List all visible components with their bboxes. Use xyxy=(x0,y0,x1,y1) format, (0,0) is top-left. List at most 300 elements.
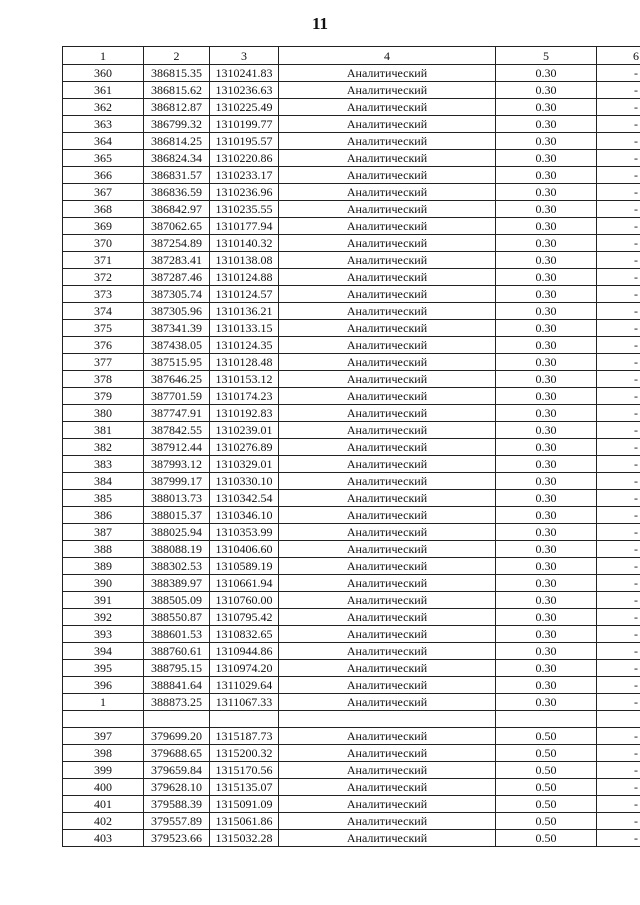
x-coordinate-cell: 387341.39 xyxy=(144,320,210,337)
accuracy-cell: 0.30 xyxy=(496,439,597,456)
y-coordinate-cell: 1315187.73 xyxy=(210,728,279,745)
table-row xyxy=(63,116,640,133)
column-header-3: 3 xyxy=(210,47,279,65)
table-row xyxy=(63,99,640,116)
note-cell: - xyxy=(597,626,640,643)
y-coordinate-cell: 1310346.10 xyxy=(210,507,279,524)
x-coordinate-cell: 388550.87 xyxy=(144,609,210,626)
y-coordinate-cell: 1310174.23 xyxy=(210,388,279,405)
note-cell: - xyxy=(597,422,640,439)
table-row xyxy=(63,473,640,490)
accuracy-cell: 0.30 xyxy=(496,473,597,490)
accuracy-cell: 0.30 xyxy=(496,626,597,643)
point-number-cell: 403 xyxy=(63,830,144,847)
point-number-cell: 386 xyxy=(63,507,144,524)
y-coordinate-cell: 1310124.35 xyxy=(210,337,279,354)
y-coordinate-cell: 1310406.60 xyxy=(210,541,279,558)
point-number-cell: 385 xyxy=(63,490,144,507)
point-number-cell: 364 xyxy=(63,133,144,150)
method-cell: Аналитический xyxy=(279,473,496,490)
table-row xyxy=(63,269,640,286)
table-row xyxy=(63,643,640,660)
accuracy-cell: 0.50 xyxy=(496,830,597,847)
table-row xyxy=(63,490,640,507)
x-coordinate-cell: 388025.94 xyxy=(144,524,210,541)
column-header-2: 2 xyxy=(144,47,210,65)
x-coordinate-cell: 387701.59 xyxy=(144,388,210,405)
point-number-cell: 362 xyxy=(63,99,144,116)
x-coordinate-cell: 386831.57 xyxy=(144,167,210,184)
accuracy-cell: 0.30 xyxy=(496,116,597,133)
table-row xyxy=(63,694,640,711)
y-coordinate-cell: 1310832.65 xyxy=(210,626,279,643)
note-cell: - xyxy=(597,99,640,116)
note-cell: - xyxy=(597,541,640,558)
table-row xyxy=(63,133,640,150)
note-cell: - xyxy=(597,116,640,133)
note-cell: - xyxy=(597,796,640,813)
point-number-cell: 396 xyxy=(63,677,144,694)
method-cell: Аналитический xyxy=(279,541,496,558)
x-coordinate-cell: 388302.53 xyxy=(144,558,210,575)
accuracy-cell: 0.30 xyxy=(496,337,597,354)
point-number-cell: 361 xyxy=(63,82,144,99)
y-coordinate-cell xyxy=(210,711,279,728)
y-coordinate-cell: 1310220.86 xyxy=(210,150,279,167)
method-cell: Аналитический xyxy=(279,507,496,524)
x-coordinate-cell: 388389.97 xyxy=(144,575,210,592)
accuracy-cell: 0.30 xyxy=(496,558,597,575)
point-number-cell: 390 xyxy=(63,575,144,592)
note-cell: - xyxy=(597,575,640,592)
x-coordinate-cell: 387062.65 xyxy=(144,218,210,235)
y-coordinate-cell: 1310136.21 xyxy=(210,303,279,320)
y-coordinate-cell: 1310233.17 xyxy=(210,167,279,184)
x-coordinate-cell: 388505.09 xyxy=(144,592,210,609)
y-coordinate-cell: 1310192.83 xyxy=(210,405,279,422)
accuracy-cell xyxy=(496,711,597,728)
table-row xyxy=(63,354,640,371)
point-number-cell: 398 xyxy=(63,745,144,762)
x-coordinate-cell: 379628.10 xyxy=(144,779,210,796)
y-coordinate-cell: 1310330.10 xyxy=(210,473,279,490)
table-row xyxy=(63,660,640,677)
y-coordinate-cell: 1310329.01 xyxy=(210,456,279,473)
accuracy-cell: 0.50 xyxy=(496,728,597,745)
table-row xyxy=(63,405,640,422)
table-row xyxy=(63,235,640,252)
point-number-cell: 374 xyxy=(63,303,144,320)
accuracy-cell: 0.30 xyxy=(496,388,597,405)
accuracy-cell: 0.50 xyxy=(496,796,597,813)
note-cell xyxy=(597,711,640,728)
accuracy-cell: 0.50 xyxy=(496,745,597,762)
x-coordinate-cell: 386812.87 xyxy=(144,99,210,116)
point-number-cell: 376 xyxy=(63,337,144,354)
note-cell: - xyxy=(597,320,640,337)
table-row xyxy=(63,575,640,592)
x-coordinate-cell: 386836.59 xyxy=(144,184,210,201)
accuracy-cell: 0.30 xyxy=(496,218,597,235)
accuracy-cell: 0.30 xyxy=(496,184,597,201)
accuracy-cell: 0.30 xyxy=(496,99,597,116)
method-cell: Аналитический xyxy=(279,830,496,847)
method-cell: Аналитический xyxy=(279,796,496,813)
note-cell: - xyxy=(597,558,640,575)
method-cell: Аналитический xyxy=(279,762,496,779)
table-row xyxy=(63,65,640,82)
column-header-1: 1 xyxy=(63,47,144,65)
y-coordinate-cell: 1310239.01 xyxy=(210,422,279,439)
point-number-cell: 380 xyxy=(63,405,144,422)
table-row xyxy=(63,779,640,796)
note-cell: - xyxy=(597,745,640,762)
table-row xyxy=(63,677,640,694)
table-row xyxy=(63,320,640,337)
method-cell: Аналитический xyxy=(279,626,496,643)
method-cell: Аналитический xyxy=(279,201,496,218)
table-row xyxy=(63,524,640,541)
point-number-cell: 401 xyxy=(63,796,144,813)
method-cell: Аналитический xyxy=(279,694,496,711)
point-number-cell: 384 xyxy=(63,473,144,490)
accuracy-cell: 0.30 xyxy=(496,575,597,592)
x-coordinate-cell: 387305.74 xyxy=(144,286,210,303)
y-coordinate-cell: 1310177.94 xyxy=(210,218,279,235)
accuracy-cell: 0.30 xyxy=(496,82,597,99)
y-coordinate-cell: 1310153.12 xyxy=(210,371,279,388)
note-cell: - xyxy=(597,303,640,320)
y-coordinate-cell: 1310944.86 xyxy=(210,643,279,660)
x-coordinate-cell: 387842.55 xyxy=(144,422,210,439)
column-header-4: 4 xyxy=(279,47,496,65)
x-coordinate-cell: 386815.35 xyxy=(144,65,210,82)
note-cell: - xyxy=(597,592,640,609)
method-cell: Аналитический xyxy=(279,354,496,371)
y-coordinate-cell: 1310241.83 xyxy=(210,65,279,82)
x-coordinate-cell: 387305.96 xyxy=(144,303,210,320)
accuracy-cell: 0.30 xyxy=(496,269,597,286)
point-number-cell: 368 xyxy=(63,201,144,218)
x-coordinate-cell: 386799.32 xyxy=(144,116,210,133)
point-number-cell: 388 xyxy=(63,541,144,558)
accuracy-cell: 0.30 xyxy=(496,286,597,303)
note-cell: - xyxy=(597,490,640,507)
accuracy-cell: 0.30 xyxy=(496,592,597,609)
note-cell: - xyxy=(597,252,640,269)
note-cell: - xyxy=(597,354,640,371)
method-cell xyxy=(279,711,496,728)
accuracy-cell: 0.30 xyxy=(496,167,597,184)
x-coordinate-cell: 387999.17 xyxy=(144,473,210,490)
note-cell: - xyxy=(597,643,640,660)
accuracy-cell: 0.30 xyxy=(496,235,597,252)
table-row xyxy=(63,439,640,456)
point-number-cell: 371 xyxy=(63,252,144,269)
point-number-cell: 392 xyxy=(63,609,144,626)
point-number-cell: 379 xyxy=(63,388,144,405)
note-cell: - xyxy=(597,286,640,303)
point-number-cell: 383 xyxy=(63,456,144,473)
method-cell: Аналитический xyxy=(279,82,496,99)
note-cell: - xyxy=(597,677,640,694)
table-row xyxy=(63,711,640,728)
point-number-cell: 394 xyxy=(63,643,144,660)
y-coordinate-cell: 1310760.00 xyxy=(210,592,279,609)
point-number-cell: 393 xyxy=(63,626,144,643)
note-cell: - xyxy=(597,660,640,677)
y-coordinate-cell: 1310133.15 xyxy=(210,320,279,337)
table-row xyxy=(63,82,640,99)
accuracy-cell: 0.30 xyxy=(496,405,597,422)
note-cell: - xyxy=(597,473,640,490)
y-coordinate-cell: 1310236.96 xyxy=(210,184,279,201)
x-coordinate-cell: 388873.25 xyxy=(144,694,210,711)
y-coordinate-cell: 1311067.33 xyxy=(210,694,279,711)
method-cell: Аналитический xyxy=(279,456,496,473)
x-coordinate-cell: 388088.19 xyxy=(144,541,210,558)
x-coordinate-cell: 379523.66 xyxy=(144,830,210,847)
accuracy-cell: 0.30 xyxy=(496,201,597,218)
y-coordinate-cell: 1310353.99 xyxy=(210,524,279,541)
note-cell: - xyxy=(597,133,640,150)
method-cell: Аналитический xyxy=(279,592,496,609)
y-coordinate-cell: 1310124.88 xyxy=(210,269,279,286)
x-coordinate-cell: 387283.41 xyxy=(144,252,210,269)
accuracy-cell: 0.30 xyxy=(496,541,597,558)
x-coordinate-cell: 386814.25 xyxy=(144,133,210,150)
method-cell: Аналитический xyxy=(279,490,496,507)
x-coordinate-cell: 387287.46 xyxy=(144,269,210,286)
table-row xyxy=(63,371,640,388)
table-row xyxy=(63,813,640,830)
x-coordinate-cell: 379557.89 xyxy=(144,813,210,830)
note-cell: - xyxy=(597,337,640,354)
method-cell: Аналитический xyxy=(279,99,496,116)
accuracy-cell: 0.50 xyxy=(496,762,597,779)
note-cell: - xyxy=(597,371,640,388)
note-cell: - xyxy=(597,184,640,201)
method-cell: Аналитический xyxy=(279,371,496,388)
accuracy-cell: 0.30 xyxy=(496,65,597,82)
x-coordinate-cell: 388013.73 xyxy=(144,490,210,507)
method-cell: Аналитический xyxy=(279,252,496,269)
y-coordinate-cell: 1315061.86 xyxy=(210,813,279,830)
method-cell: Аналитический xyxy=(279,235,496,252)
accuracy-cell: 0.30 xyxy=(496,371,597,388)
note-cell: - xyxy=(597,694,640,711)
y-coordinate-cell: 1311029.64 xyxy=(210,677,279,694)
point-number-cell: 400 xyxy=(63,779,144,796)
method-cell: Аналитический xyxy=(279,405,496,422)
point-number-cell: 402 xyxy=(63,813,144,830)
method-cell: Аналитический xyxy=(279,558,496,575)
note-cell: - xyxy=(597,762,640,779)
accuracy-cell: 0.30 xyxy=(496,507,597,524)
method-cell: Аналитический xyxy=(279,728,496,745)
y-coordinate-cell: 1310795.42 xyxy=(210,609,279,626)
point-number-cell: 382 xyxy=(63,439,144,456)
note-cell: - xyxy=(597,456,640,473)
point-number-cell: 367 xyxy=(63,184,144,201)
x-coordinate-cell: 379688.65 xyxy=(144,745,210,762)
note-cell: - xyxy=(597,507,640,524)
point-number-cell: 373 xyxy=(63,286,144,303)
method-cell: Аналитический xyxy=(279,184,496,201)
table-row xyxy=(63,167,640,184)
method-cell: Аналитический xyxy=(279,303,496,320)
method-cell: Аналитический xyxy=(279,337,496,354)
note-cell: - xyxy=(597,388,640,405)
x-coordinate-cell: 388015.37 xyxy=(144,507,210,524)
method-cell: Аналитический xyxy=(279,65,496,82)
method-cell: Аналитический xyxy=(279,813,496,830)
accuracy-cell: 0.30 xyxy=(496,133,597,150)
point-number-cell: 381 xyxy=(63,422,144,439)
method-cell: Аналитический xyxy=(279,133,496,150)
method-cell: Аналитический xyxy=(279,779,496,796)
note-cell: - xyxy=(597,830,640,847)
point-number-cell: 363 xyxy=(63,116,144,133)
x-coordinate-cell: 386842.97 xyxy=(144,201,210,218)
method-cell: Аналитический xyxy=(279,524,496,541)
note-cell: - xyxy=(597,82,640,99)
x-coordinate-cell: 379659.84 xyxy=(144,762,210,779)
table-row xyxy=(63,201,640,218)
note-cell: - xyxy=(597,728,640,745)
y-coordinate-cell: 1310124.57 xyxy=(210,286,279,303)
point-number-cell: 391 xyxy=(63,592,144,609)
point-number-cell: 387 xyxy=(63,524,144,541)
y-coordinate-cell: 1315170.56 xyxy=(210,762,279,779)
table-row xyxy=(63,728,640,745)
method-cell: Аналитический xyxy=(279,422,496,439)
table-row xyxy=(63,609,640,626)
y-coordinate-cell: 1310199.77 xyxy=(210,116,279,133)
y-coordinate-cell: 1310225.49 xyxy=(210,99,279,116)
y-coordinate-cell: 1315135.07 xyxy=(210,779,279,796)
table-row xyxy=(63,592,640,609)
table-row xyxy=(63,558,640,575)
method-cell: Аналитический xyxy=(279,745,496,762)
point-number-cell: 372 xyxy=(63,269,144,286)
table-row xyxy=(63,150,640,167)
note-cell: - xyxy=(597,405,640,422)
x-coordinate-cell: 387747.91 xyxy=(144,405,210,422)
table-row xyxy=(63,745,640,762)
method-cell: Аналитический xyxy=(279,609,496,626)
table-row xyxy=(63,830,640,847)
accuracy-cell: 0.30 xyxy=(496,354,597,371)
point-number-cell: 1 xyxy=(63,694,144,711)
y-coordinate-cell: 1310235.55 xyxy=(210,201,279,218)
column-header-6: 6 xyxy=(597,47,640,65)
point-number-cell: 375 xyxy=(63,320,144,337)
table-row xyxy=(63,456,640,473)
x-coordinate-cell: 379699.20 xyxy=(144,728,210,745)
page-number: 11 xyxy=(311,14,329,33)
x-coordinate-cell: 379588.39 xyxy=(144,796,210,813)
accuracy-cell: 0.30 xyxy=(496,490,597,507)
x-coordinate-cell: 386824.34 xyxy=(144,150,210,167)
table-row xyxy=(63,541,640,558)
y-coordinate-cell: 1310342.54 xyxy=(210,490,279,507)
x-coordinate-cell xyxy=(144,711,210,728)
x-coordinate-cell: 386815.62 xyxy=(144,82,210,99)
y-coordinate-cell: 1310140.32 xyxy=(210,235,279,252)
note-cell: - xyxy=(597,813,640,830)
y-coordinate-cell: 1310974.20 xyxy=(210,660,279,677)
note-cell: - xyxy=(597,150,640,167)
note-cell: - xyxy=(597,167,640,184)
accuracy-cell: 0.30 xyxy=(496,150,597,167)
y-coordinate-cell: 1310236.63 xyxy=(210,82,279,99)
table-body xyxy=(63,65,640,847)
point-number-cell: 360 xyxy=(63,65,144,82)
point-number-cell xyxy=(63,711,144,728)
x-coordinate-cell: 387646.25 xyxy=(144,371,210,388)
point-number-cell: 399 xyxy=(63,762,144,779)
y-coordinate-cell: 1310589.19 xyxy=(210,558,279,575)
accuracy-cell: 0.30 xyxy=(496,677,597,694)
method-cell: Аналитический xyxy=(279,575,496,592)
accuracy-cell: 0.30 xyxy=(496,303,597,320)
accuracy-cell: 0.30 xyxy=(496,609,597,626)
x-coordinate-cell: 387912.44 xyxy=(144,439,210,456)
note-cell: - xyxy=(597,218,640,235)
table-header-row xyxy=(63,47,640,65)
method-cell: Аналитический xyxy=(279,167,496,184)
table-row xyxy=(63,388,640,405)
method-cell: Аналитический xyxy=(279,643,496,660)
accuracy-cell: 0.30 xyxy=(496,252,597,269)
accuracy-cell: 0.30 xyxy=(496,524,597,541)
method-cell: Аналитический xyxy=(279,320,496,337)
table-row xyxy=(63,252,640,269)
point-number-cell: 397 xyxy=(63,728,144,745)
method-cell: Аналитический xyxy=(279,677,496,694)
x-coordinate-cell: 387438.05 xyxy=(144,337,210,354)
method-cell: Аналитический xyxy=(279,218,496,235)
point-number-cell: 365 xyxy=(63,150,144,167)
method-cell: Аналитический xyxy=(279,388,496,405)
method-cell: Аналитический xyxy=(279,269,496,286)
point-number-cell: 377 xyxy=(63,354,144,371)
point-number-cell: 389 xyxy=(63,558,144,575)
table-row xyxy=(63,337,640,354)
accuracy-cell: 0.50 xyxy=(496,813,597,830)
x-coordinate-cell: 387993.12 xyxy=(144,456,210,473)
accuracy-cell: 0.30 xyxy=(496,320,597,337)
accuracy-cell: 0.50 xyxy=(496,779,597,796)
accuracy-cell: 0.30 xyxy=(496,643,597,660)
table-row xyxy=(63,286,640,303)
table-row xyxy=(63,184,640,201)
table-row xyxy=(63,507,640,524)
x-coordinate-cell: 388760.61 xyxy=(144,643,210,660)
note-cell: - xyxy=(597,779,640,796)
column-header-5: 5 xyxy=(496,47,597,65)
point-number-cell: 378 xyxy=(63,371,144,388)
y-coordinate-cell: 1315200.32 xyxy=(210,745,279,762)
point-number-cell: 369 xyxy=(63,218,144,235)
y-coordinate-cell: 1315032.28 xyxy=(210,830,279,847)
accuracy-cell: 0.30 xyxy=(496,422,597,439)
y-coordinate-cell: 1315091.09 xyxy=(210,796,279,813)
note-cell: - xyxy=(597,524,640,541)
method-cell: Аналитический xyxy=(279,286,496,303)
y-coordinate-cell: 1310128.48 xyxy=(210,354,279,371)
